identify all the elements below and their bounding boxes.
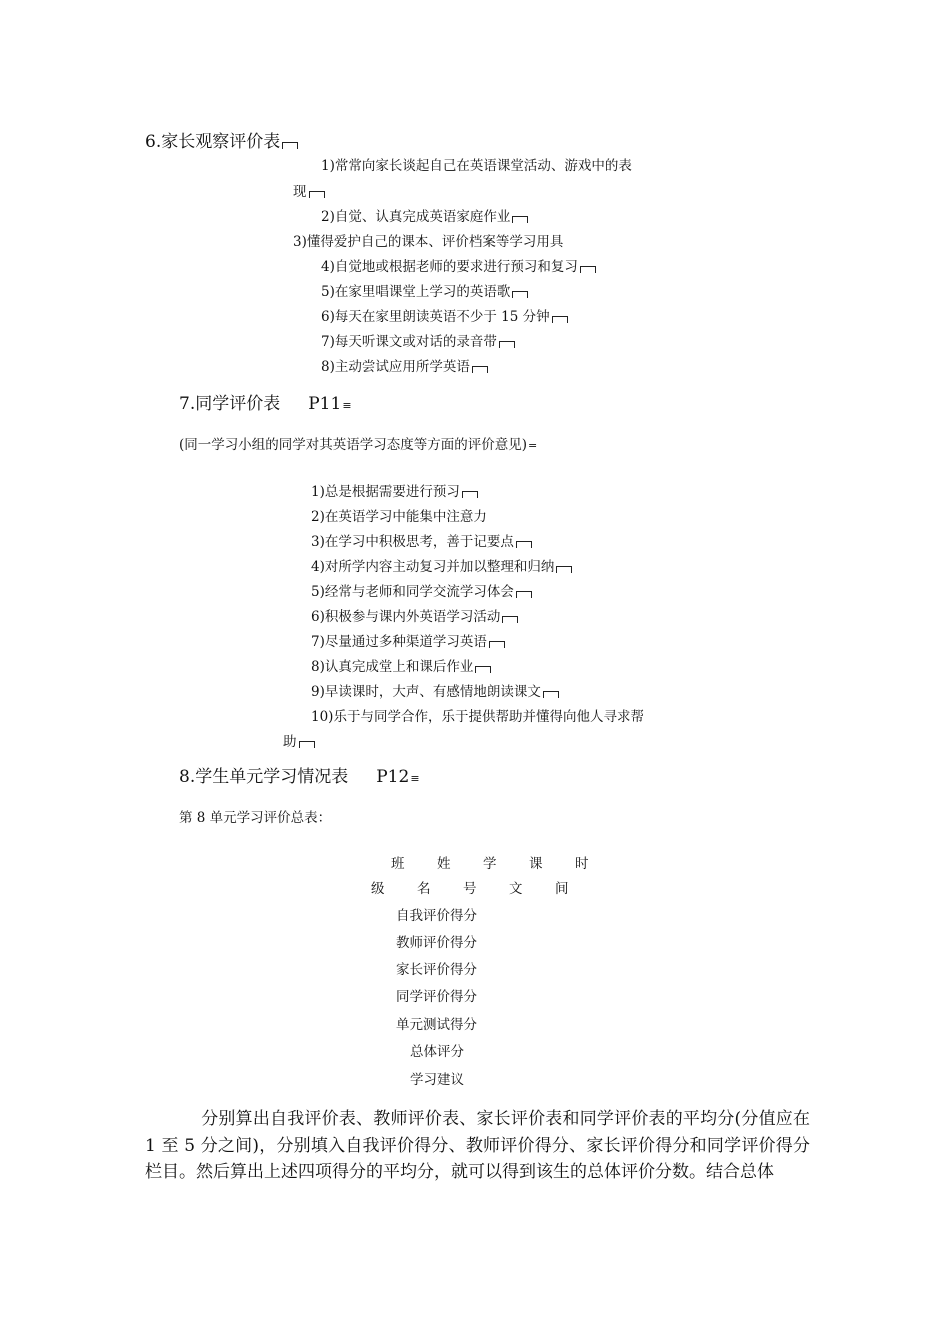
table-header-cell: 班: [391, 856, 405, 872]
paragraph-mark-icon: [462, 491, 478, 498]
section-8-heading: [179, 762, 420, 787]
paragraph-mark-icon: [299, 741, 315, 748]
sec6-item-8: 8)主动尝试应用所学英语: [321, 355, 488, 375]
paragraph-mark-icon: [580, 266, 596, 273]
sec6-item-2: 2)自觉、认真完成英语家庭作业: [321, 205, 528, 225]
section-7-page-ref: P11: [308, 394, 342, 414]
table-row-label: 家长评价得分: [396, 962, 477, 978]
sec6-item-6: 6)每天在家里朗读英语不少于 15 分钟: [321, 305, 568, 325]
section-8-page-ref: P12: [376, 767, 410, 787]
paragraph-mark-icon: [516, 591, 532, 598]
sec7-item-3: 3)在学习中积极思考，善于记要点: [311, 530, 532, 550]
sec7-item-1: 1)总是根据需要进行预习: [311, 480, 478, 500]
paragraph-mark-icon: [489, 641, 505, 648]
sec7-item-8: 8)认真完成堂上和课后作业: [311, 655, 491, 675]
section-7-subtitle: (同一学习小组的同学对其英语学习态度等方面的评价意见)=: [179, 437, 538, 453]
table-row-label: 教师评价得分: [396, 935, 477, 951]
sec7-item-9: 9)早读课时，大声、有感情地朗读课文: [311, 680, 559, 700]
paragraph-mark-icon: [472, 366, 488, 373]
sec7-item-6: 6)积极参与课内外英语学习活动: [311, 605, 518, 625]
sec7-item-4: 4)对所学内容主动复习并加以整理和归纳: [311, 555, 572, 575]
paragraph-end-icon: =: [528, 439, 538, 452]
table-header-cell: 课: [529, 856, 543, 872]
paragraph-mark-icon: [512, 291, 528, 298]
table-header-cell: 学: [483, 856, 497, 872]
sec6-item-1: 1)常常向家长谈起自己在英语课堂活动、游戏中的表: [321, 158, 632, 174]
table-header-cell: 文: [509, 881, 523, 897]
paragraph-end-icon: ≡: [342, 399, 352, 412]
sec7-item-5: 5)经常与老师和同学交流学习体会: [311, 580, 532, 600]
sec6-item-3: 3)懂得爱护自己的课本、评价档案等学习用具: [293, 234, 564, 250]
table-row-label: 单元测试得分: [396, 1017, 477, 1033]
section-7-title: 7.同学评价表: [179, 394, 281, 414]
paragraph-mark-icon: [499, 341, 515, 348]
paragraph-mark-icon: [309, 191, 325, 198]
sec7-item-10-cont: 助: [283, 730, 315, 750]
paragraph-mark-icon: [543, 691, 559, 698]
paragraph-mark-icon: [556, 566, 572, 573]
table-row-label: 同学评价得分: [396, 989, 477, 1005]
section-8-subtitle: 第 8 单元学习评价总表：: [179, 810, 332, 826]
sec7-item-7: 7)尽量通过多种渠道学习英语: [311, 630, 505, 650]
table-header-cell: 时: [575, 856, 589, 872]
body-paragraph-text: 分别算出自我评价表、教师评价表、家长评价表和同学评价表的平均分(分值应在 1 至 5 分之间)，分别填入自我评价得分、教师评价得分、家长评价得分和同学评价得分栏目。然后算出上述四项得分的平均分，就可以得到该生的总体评价分数。结合总体: [145, 1109, 810, 1182]
table-row-label: 学习建议: [410, 1072, 464, 1088]
table-header-cell: 姓: [437, 856, 451, 872]
table-row-label: 自我评价得分: [396, 908, 477, 924]
paragraph-mark-icon: [475, 666, 491, 673]
body-paragraph: [145, 1106, 810, 1186]
table-header-cell: 间: [555, 881, 569, 897]
paragraph-mark-icon: [552, 316, 568, 323]
sec6-item-5: 5)在家里唱课堂上学习的英语歌: [321, 280, 528, 300]
table-row-label: 总体评分: [410, 1044, 464, 1060]
sec6-item-7: 7)每天听课文或对话的录音带: [321, 330, 515, 350]
section-7-heading: [179, 389, 352, 414]
paragraph-mark-icon: [516, 541, 532, 548]
section-6-title: 6.家长观察评价表: [145, 132, 281, 152]
table-header-cell: 号: [463, 881, 477, 897]
sec7-item-10: 10)乐于与同学合作，乐于提供帮助并懂得向他人寻求帮: [311, 709, 644, 725]
paragraph-mark-icon: [512, 216, 528, 223]
sec6-item-1-cont: 现: [293, 180, 325, 200]
sec7-item-2: 2)在英语学习中能集中注意力: [311, 509, 487, 525]
table-header-cell: 级: [371, 881, 385, 897]
sec6-item-4: 4)自觉地或根据老师的要求进行预习和复习: [321, 255, 596, 275]
paragraph-end-icon: ≡: [410, 772, 420, 785]
section-6-heading: [145, 127, 298, 152]
paragraph-mark-icon: [502, 616, 518, 623]
table-header-cell: 名: [417, 881, 431, 897]
paragraph-mark-icon: [282, 142, 298, 149]
section-8-title: 8.学生单元学习情况表: [179, 767, 349, 787]
